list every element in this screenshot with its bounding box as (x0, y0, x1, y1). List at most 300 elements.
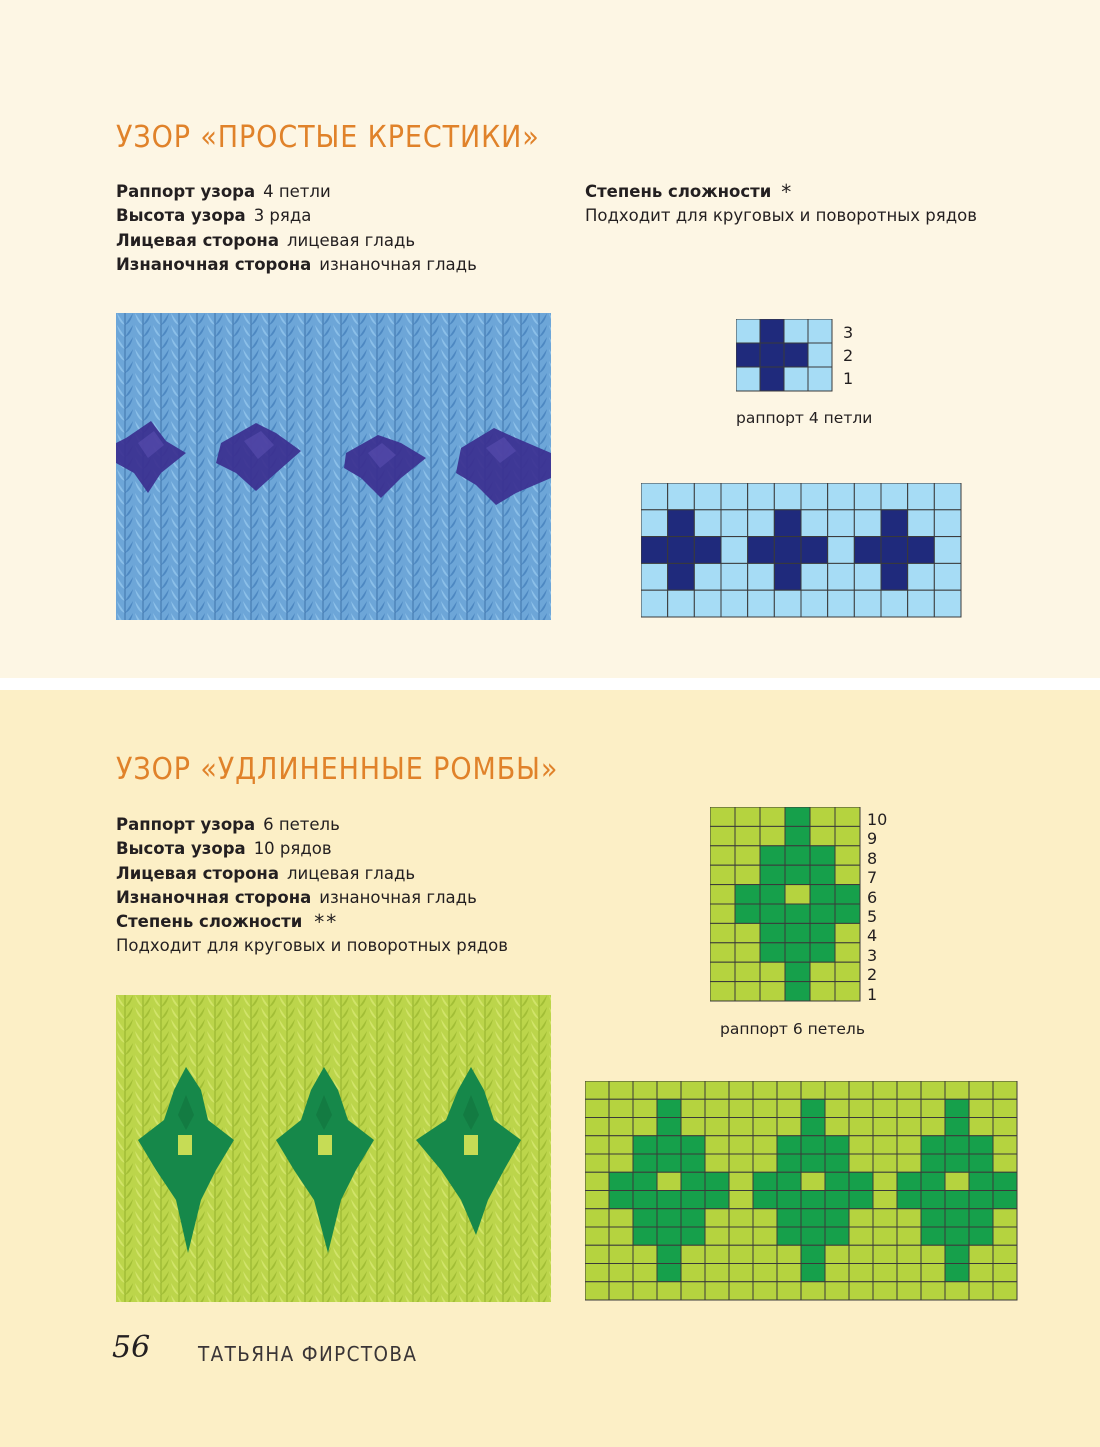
chart-cell (921, 1209, 945, 1227)
chart-cell (641, 563, 668, 590)
chart-cell (921, 1245, 945, 1263)
chart-cell (849, 1118, 873, 1136)
pattern-chart-large (641, 483, 963, 619)
chart-cell (657, 1282, 681, 1300)
chart-cell (736, 319, 760, 343)
chart-cell (835, 846, 860, 865)
chart-cell (897, 1227, 921, 1245)
chart-cell (828, 483, 855, 510)
chart-cell (735, 923, 760, 942)
chart-cell (777, 1264, 801, 1282)
chart-cell (777, 1191, 801, 1209)
chart-cell (969, 1154, 993, 1172)
property-row: Раппорт узора 4 петли (116, 182, 331, 201)
chart-cell (785, 826, 810, 845)
chart-cell (777, 1154, 801, 1172)
chart-cell (897, 1118, 921, 1136)
chart-cell (993, 1209, 1017, 1227)
suitability-note: Подходит для круговых и поворотных рядов (585, 206, 977, 226)
chart-cell (810, 962, 835, 981)
chart-cell (721, 563, 748, 590)
chart-cell (681, 1245, 705, 1263)
chart-cell (873, 1282, 897, 1300)
chart-cell (705, 1264, 729, 1282)
chart-cell (801, 1264, 825, 1282)
chart-cell (825, 1227, 849, 1245)
chart-cell (945, 1245, 969, 1263)
chart-cell (729, 1227, 753, 1245)
chart-cell (993, 1136, 1017, 1154)
chart-cell (753, 1118, 777, 1136)
chart-caption: раппорт 4 петли (736, 409, 873, 427)
chart-cell (681, 1099, 705, 1117)
chart-cell (760, 865, 785, 884)
chart-cell (609, 1245, 633, 1263)
pattern-title: УЗОР «УДЛИНЕННЫЕ РОМБЫ» (116, 752, 559, 787)
chart-cell (710, 904, 735, 923)
chart-cell (835, 904, 860, 923)
chart-cell (753, 1081, 777, 1099)
chart-caption: раппорт 6 петель (720, 1020, 865, 1038)
chart-cell (921, 1118, 945, 1136)
chart-cell (921, 1154, 945, 1172)
chart-cell (835, 826, 860, 845)
chart-cell (849, 1264, 873, 1282)
chart-cell (934, 590, 961, 617)
chart-cell (945, 1264, 969, 1282)
chart-cell (969, 1099, 993, 1117)
chart-cell (729, 1191, 753, 1209)
chart-cell (710, 962, 735, 981)
chart-cell (825, 1191, 849, 1209)
knit-sample-photo (116, 313, 551, 620)
chart-cell (849, 1154, 873, 1172)
chart-cell (774, 563, 801, 590)
chart-cell (921, 1172, 945, 1190)
chart-cell (641, 510, 668, 537)
chart-cell (753, 1264, 777, 1282)
chart-cell (849, 1245, 873, 1263)
chart-cell (835, 962, 860, 981)
chart-cell (801, 1081, 825, 1099)
chart-cell (785, 923, 810, 942)
chart-cell (873, 1136, 897, 1154)
chart-cell (801, 1172, 825, 1190)
chart-cell (729, 1099, 753, 1117)
chart-cell (710, 846, 735, 865)
chart-cell (908, 590, 935, 617)
chart-cell (810, 923, 835, 942)
chart-cell (777, 1118, 801, 1136)
chart-cell (945, 1209, 969, 1227)
chart-cell (993, 1099, 1017, 1117)
chart-cell (633, 1264, 657, 1282)
chart-cell (705, 1099, 729, 1117)
chart-cell (801, 1209, 825, 1227)
chart-cell (721, 510, 748, 537)
chart-cell (969, 1227, 993, 1245)
chart-cell (694, 483, 721, 510)
chart-cell (681, 1118, 705, 1136)
chart-cell (825, 1282, 849, 1300)
chart-cell (934, 483, 961, 510)
chart-cell (825, 1154, 849, 1172)
chart-cell (785, 885, 810, 904)
chart-cell (668, 510, 695, 537)
chart-cell (873, 1172, 897, 1190)
chart-cell (873, 1118, 897, 1136)
chart-cell (825, 1172, 849, 1190)
chart-cell (810, 846, 835, 865)
chart-cell (873, 1264, 897, 1282)
chart-cell (908, 537, 935, 564)
chart-cell (657, 1227, 681, 1245)
chart-cell (681, 1191, 705, 1209)
chart-cell (873, 1191, 897, 1209)
chart-cell (873, 1227, 897, 1245)
chart-cell (849, 1081, 873, 1099)
chart-cell (777, 1081, 801, 1099)
chart-cell (808, 367, 832, 391)
chart-cell (785, 943, 810, 962)
chart-cell (705, 1154, 729, 1172)
chart-cell (609, 1099, 633, 1117)
difficulty-stars: * (781, 180, 794, 204)
chart-cell (735, 982, 760, 1001)
chart-cell (801, 1154, 825, 1172)
chart-cell (835, 865, 860, 884)
chart-cell (681, 1264, 705, 1282)
chart-cell (801, 537, 828, 564)
chart-cell (681, 1282, 705, 1300)
chart-cell (849, 1136, 873, 1154)
chart-cell (760, 343, 784, 367)
chart-cell (810, 885, 835, 904)
chart-cell (934, 563, 961, 590)
chart-cell (735, 846, 760, 865)
chart-cell (657, 1264, 681, 1282)
chart-cell (785, 846, 810, 865)
chart-cell (854, 563, 881, 590)
chart-cell (897, 1081, 921, 1099)
chart-cell (609, 1118, 633, 1136)
chart-cell (585, 1209, 609, 1227)
chart-cell (760, 885, 785, 904)
chart-cell (777, 1227, 801, 1245)
chart-cell (828, 563, 855, 590)
chart-cell (609, 1191, 633, 1209)
chart-cell (810, 982, 835, 1001)
chart-cell (945, 1227, 969, 1245)
chart-cell (753, 1191, 777, 1209)
chart-cell (668, 483, 695, 510)
chart-cell (710, 982, 735, 1001)
chart-cell (748, 537, 775, 564)
chart-cell (993, 1154, 1017, 1172)
chart-cell (785, 807, 810, 826)
chart-cell (668, 563, 695, 590)
chart-cell (657, 1191, 681, 1209)
chart-cell (777, 1245, 801, 1263)
chart-cell (735, 826, 760, 845)
chart-cell (710, 923, 735, 942)
chart-cell (825, 1081, 849, 1099)
chart-cell (729, 1118, 753, 1136)
chart-cell (801, 1099, 825, 1117)
chart-cell (854, 590, 881, 617)
chart-cell (633, 1118, 657, 1136)
chart-cell (729, 1172, 753, 1190)
chart-cell (897, 1172, 921, 1190)
chart-cell (760, 923, 785, 942)
chart-cell (585, 1245, 609, 1263)
chart-cell (849, 1099, 873, 1117)
chart-cell (641, 590, 668, 617)
chart-cell (760, 319, 784, 343)
chart-cell (945, 1154, 969, 1172)
chart-cell (908, 563, 935, 590)
chart-cell (748, 483, 775, 510)
pattern-title: УЗОР «ПРОСТЫЕ КРЕСТИКИ» (116, 120, 540, 155)
chart-cell (760, 826, 785, 845)
chart-cell (760, 807, 785, 826)
chart-cell (585, 1136, 609, 1154)
chart-cell (808, 343, 832, 367)
chart-cell (760, 367, 784, 391)
chart-cell (873, 1245, 897, 1263)
chart-cell (969, 1191, 993, 1209)
chart-cell (801, 1245, 825, 1263)
chart-cell (825, 1209, 849, 1227)
chart-cell (921, 1081, 945, 1099)
chart-cell (694, 510, 721, 537)
chart-cell (854, 537, 881, 564)
chart-cell (753, 1282, 777, 1300)
chart-cell (736, 343, 760, 367)
chart-cell (705, 1136, 729, 1154)
chart-cell (969, 1282, 993, 1300)
chart-cell (969, 1172, 993, 1190)
chart-cell (934, 537, 961, 564)
chart-cell (993, 1264, 1017, 1282)
chart-cell (585, 1154, 609, 1172)
chart-cell (735, 885, 760, 904)
property-row: Высота узора 3 ряда (116, 206, 312, 226)
chart-cell (753, 1227, 777, 1245)
chart-cell (993, 1282, 1017, 1300)
chart-cell (705, 1227, 729, 1245)
chart-cell (705, 1118, 729, 1136)
chart-cell (729, 1081, 753, 1099)
chart-cell (641, 483, 668, 510)
chart-cell (760, 982, 785, 1001)
chart-cell (585, 1118, 609, 1136)
chart-cell (657, 1245, 681, 1263)
chart-cell (705, 1081, 729, 1099)
chart-cell (585, 1172, 609, 1190)
chart-cell (710, 807, 735, 826)
chart-cell (810, 943, 835, 962)
chart-cell (825, 1264, 849, 1282)
chart-cell (801, 1282, 825, 1300)
chart-cell (849, 1227, 873, 1245)
chart-cell (810, 904, 835, 923)
chart-cell (810, 807, 835, 826)
chart-cell (828, 590, 855, 617)
property-row: Лицевая сторона лицевая гладь (116, 230, 416, 250)
chart-cell (881, 483, 908, 510)
chart-cell (785, 865, 810, 884)
pattern-chart-small (710, 807, 862, 1003)
chart-cell (681, 1172, 705, 1190)
chart-cell (681, 1227, 705, 1245)
chart-cell (777, 1099, 801, 1117)
chart-cell (969, 1136, 993, 1154)
chart-cell (609, 1282, 633, 1300)
chart-cell (585, 1282, 609, 1300)
difficulty-block (585, 180, 977, 229)
chart-cell (753, 1209, 777, 1227)
chart-cell (945, 1118, 969, 1136)
chart-cell (633, 1227, 657, 1245)
chart-cell (681, 1136, 705, 1154)
chart-cell (969, 1081, 993, 1099)
chart-cell (854, 510, 881, 537)
chart-cell (694, 537, 721, 564)
chart-cell (849, 1209, 873, 1227)
chart-cell (801, 1227, 825, 1245)
chart-cell (835, 982, 860, 1001)
chart-cell (777, 1282, 801, 1300)
chart-cell (609, 1264, 633, 1282)
property-row: Лицевая сторона лицевая гладь (116, 863, 416, 883)
property-row: Высота узора 10 рядов (116, 839, 332, 859)
chart-cell (908, 483, 935, 510)
chart-cell (633, 1136, 657, 1154)
section-divider (0, 678, 1100, 690)
chart-cell (801, 483, 828, 510)
chart-cell (633, 1172, 657, 1190)
chart-cell (585, 1191, 609, 1209)
chart-cell (721, 537, 748, 564)
chart-cell (760, 962, 785, 981)
chart-cell (784, 367, 808, 391)
chart-cell (760, 904, 785, 923)
chart-cell (945, 1172, 969, 1190)
difficulty-row: Степень сложности ** (116, 910, 339, 935)
chart-cell (774, 537, 801, 564)
chart-cell (585, 1264, 609, 1282)
chart-cell (921, 1264, 945, 1282)
chart-cell (828, 510, 855, 537)
chart-cell (897, 1191, 921, 1209)
chart-cell (753, 1245, 777, 1263)
chart-cell (774, 510, 801, 537)
chart-cell (735, 943, 760, 962)
chart-cell (705, 1245, 729, 1263)
chart-cell (849, 1172, 873, 1190)
chart-cell (873, 1099, 897, 1117)
chart-cell (808, 319, 832, 343)
chart-cell (881, 510, 908, 537)
chart-cell (721, 483, 748, 510)
chart-cell (633, 1282, 657, 1300)
chart-cell (753, 1136, 777, 1154)
chart-cell (633, 1154, 657, 1172)
chart-cell (897, 1245, 921, 1263)
chart-cell (777, 1136, 801, 1154)
property-row: Изнаночная сторона изнаночная гладь (116, 254, 477, 274)
chart-cell (657, 1172, 681, 1190)
chart-cell (633, 1191, 657, 1209)
chart-cell (760, 846, 785, 865)
chart-cell (777, 1209, 801, 1227)
chart-cell (748, 510, 775, 537)
chart-cell (784, 319, 808, 343)
chart-cell (585, 1227, 609, 1245)
chart-cell (585, 1099, 609, 1117)
chart-cell (633, 1099, 657, 1117)
chart-cell (921, 1227, 945, 1245)
chart-cell (849, 1191, 873, 1209)
chart-cell (873, 1081, 897, 1099)
chart-cell (835, 885, 860, 904)
chart-cell (835, 923, 860, 942)
chart-cell (801, 1191, 825, 1209)
chart-cell (681, 1209, 705, 1227)
chart-cell (897, 1282, 921, 1300)
chart-cell (908, 510, 935, 537)
chart-cell (753, 1099, 777, 1117)
chart-cell (969, 1209, 993, 1227)
chart-cell (694, 563, 721, 590)
chart-cell (828, 537, 855, 564)
chart-cell (969, 1245, 993, 1263)
chart-cell (945, 1191, 969, 1209)
chart-cell (710, 885, 735, 904)
chart-cell (609, 1081, 633, 1099)
chart-cell (657, 1099, 681, 1117)
chart-cell (609, 1209, 633, 1227)
chart-cell (897, 1136, 921, 1154)
difficulty-row: Степень сложности * (585, 180, 794, 204)
chart-cell (825, 1118, 849, 1136)
chart-cell (849, 1282, 873, 1300)
page-number: 56 (112, 1330, 151, 1365)
chart-cell (801, 590, 828, 617)
chart-cell (934, 510, 961, 537)
chart-cell (993, 1172, 1017, 1190)
chart-cell (835, 943, 860, 962)
chart-cell (705, 1282, 729, 1300)
chart-cell (873, 1154, 897, 1172)
chart-cell (945, 1099, 969, 1117)
chart-cell (785, 904, 810, 923)
chart-cell (753, 1172, 777, 1190)
suitability-note: Подходит для круговых и поворотных рядов (116, 936, 508, 956)
chart-cell (993, 1191, 1017, 1209)
chart-cell (721, 590, 748, 617)
pattern-properties (116, 180, 477, 277)
chart-cell (921, 1136, 945, 1154)
knit-sample-photo (116, 995, 551, 1302)
chart-cell (657, 1118, 681, 1136)
property-row: Раппорт узора 6 петель (116, 815, 340, 834)
chart-cell (735, 865, 760, 884)
chart-cell (705, 1209, 729, 1227)
chart-cell (694, 590, 721, 617)
chart-cell (609, 1154, 633, 1172)
